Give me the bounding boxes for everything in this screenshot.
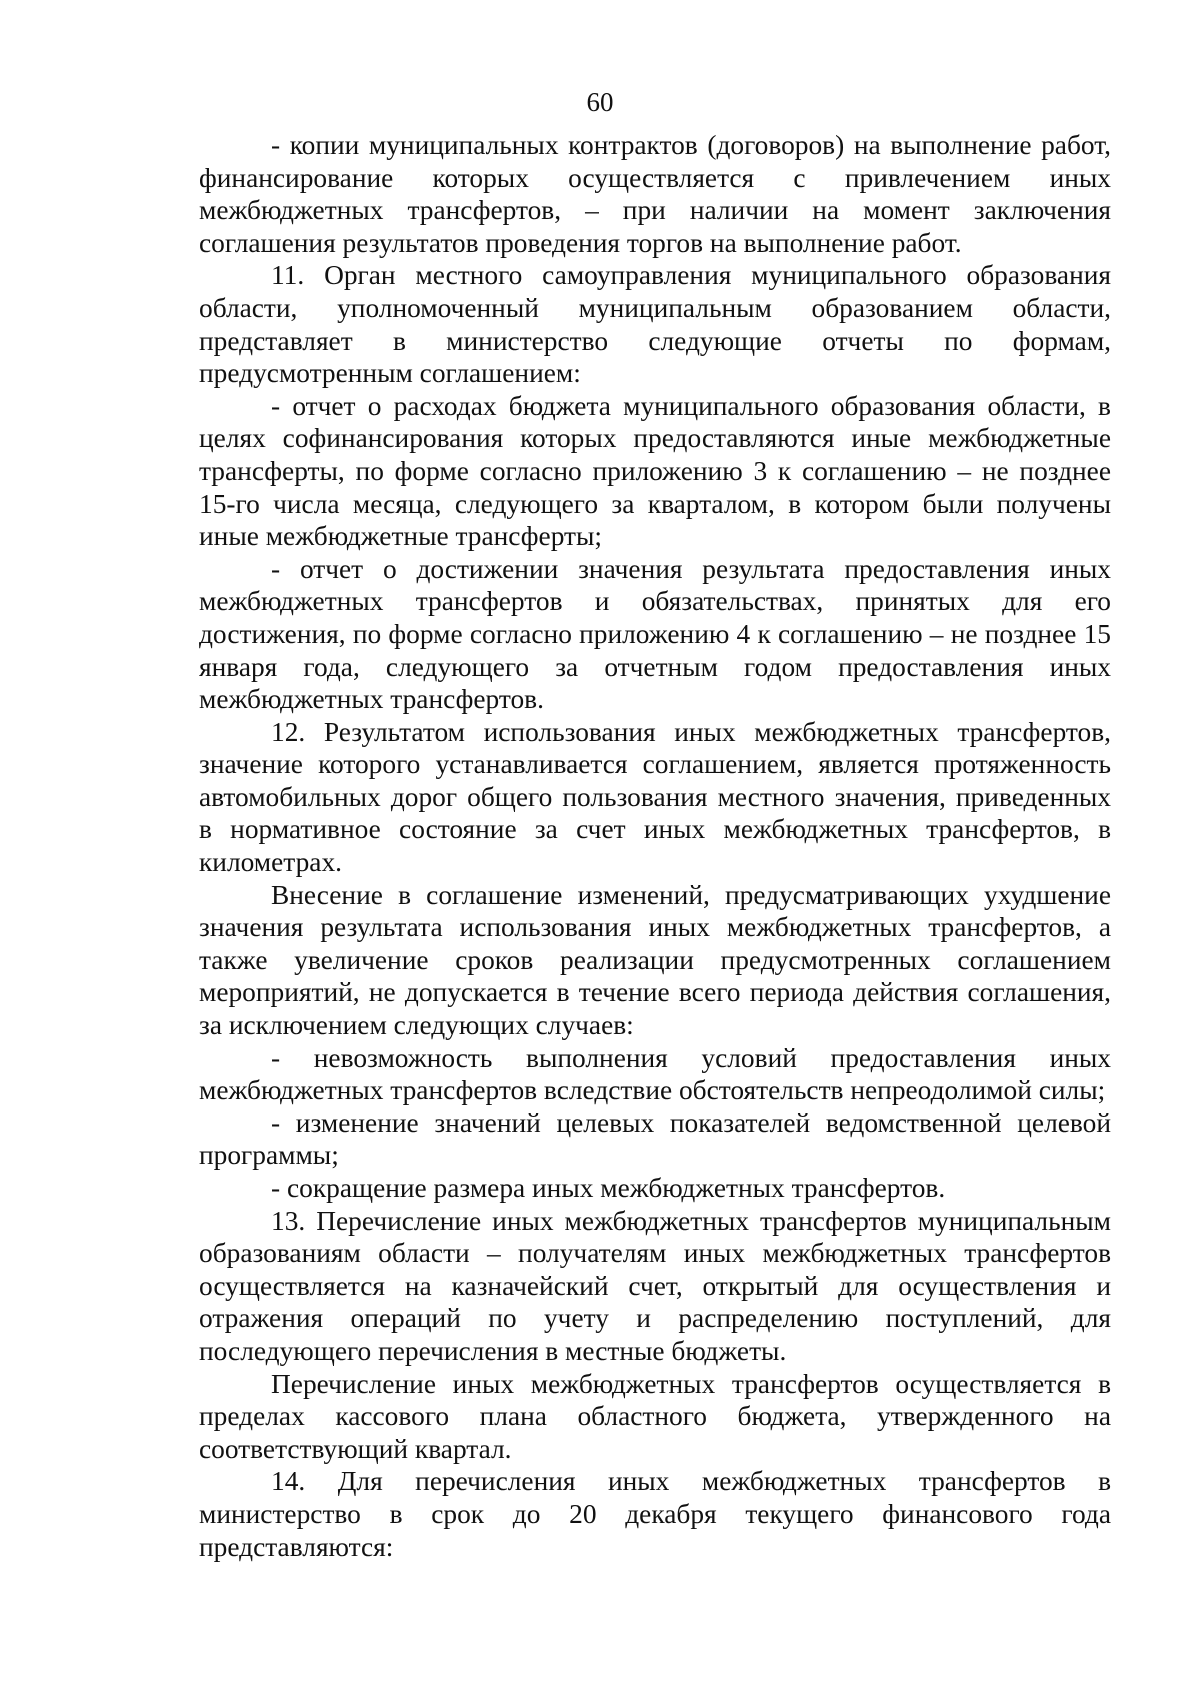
paragraph-agreement-changes: Внесение в соглашение изменений, предусматривающих ухудшение значения результата использования иных межбюджетных трансфертов, а также увеличение сроков реализации предусмотренных соглашением мероприятий, не допускается в течение всего периода действия соглашения, за исключением следующих случаев: xyxy=(199,879,1111,1041)
paragraph-result-report: - отчет о достижении значения результата предоставления иных межбюджетных трансфертов и обязательствах, принятых для его достижения, по форме согласно приложению 4 к соглашению – не позднее 15 января года, следующего за отчетным годом предоставления иных межбюджетных трансфертов. xyxy=(199,553,1111,715)
page-number: 60 xyxy=(586,87,614,117)
paragraph-13-transfer: 13. Перечисление иных межбюджетных трансфертов муниципальным образованиям области – получателям иных межбюджетных трансфертов осуществляется на казначейский счет, открытый для осуществления и отражения операций по учету и распределению поступлений, для последующего перечисления в местные бюджеты. xyxy=(199,1205,1111,1366)
paragraph-14-submission: 14. Для перечисления иных межбюджетных трансфертов в министерство в срок до 20 декабря текущего финансового года представляются: xyxy=(199,1466,1111,1562)
document-body xyxy=(199,129,1111,1563)
paragraph-cash-plan: Перечисление иных межбюджетных трансфертов осуществляется в пределах кассового плана областного бюджета, утвержденного на соответствующий квартал. xyxy=(199,1368,1111,1464)
paragraph-contract-copies: - копии муниципальных контрактов (договоров) на выполнение работ, финансирование которых осуществляется с привлечением иных межбюджетных трансфертов, – при наличии на момент заключения соглашения результатов проведения торгов на выполнение работ. xyxy=(199,130,1111,258)
paragraph-11-reports: 11. Орган местного самоуправления муниципального образования области, уполномоченный муниципальным образованием области, представляет в министерство следующие отчеты по формам, предусмотренным соглашением: xyxy=(199,260,1111,389)
paragraph-force-majeure: - невозможность выполнения условий предоставления иных межбюджетных трансфертов вследствие обстоятельств непреодолимой силы; xyxy=(199,1042,1111,1106)
paragraph-target-indicators: - изменение значений целевых показателей ведомственной целевой программы; xyxy=(199,1107,1111,1171)
paragraph-transfer-reduction: - сокращение размера иных межбюджетных трансфертов. xyxy=(271,1173,946,1203)
paragraph-expense-report: - отчет о расходах бюджета муниципального образования области, в целях софинансирования которых предоставляются иные межбюджетные трансферты, по форме согласно приложению 3 к соглашению – не позднее 15-го числа месяца, следующего за кварталом, в котором были получены иные межбюджетные трансферты; xyxy=(199,390,1111,552)
paragraph-12-result: 12. Результатом использования иных межбюджетных трансфертов, значение которого устанавливается соглашением, является протяженность автомобильных дорог общего пользования местного значения, приведенных в нормативное состояние за счет иных межбюджетных трансфертов, в километрах. xyxy=(199,716,1111,878)
